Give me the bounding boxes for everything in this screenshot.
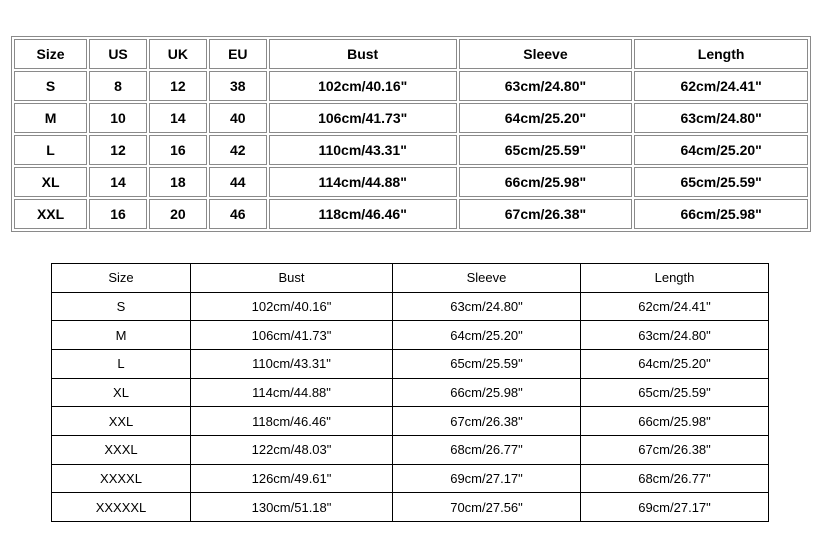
header-size: Size [52,264,191,293]
cell-length: 62cm/24.41" [634,71,808,101]
cell-sleeve: 68cm/26.77" [393,435,581,464]
table-row [52,378,769,407]
cell-eu: 46 [209,199,267,229]
cell-sleeve: 69cm/27.17" [393,464,581,493]
cell-us: 12 [89,135,147,165]
cell-uk: 20 [149,199,207,229]
cell-sleeve: 66cm/25.98" [393,378,581,407]
cell-size: S [14,71,87,101]
header-bust: Bust [191,264,393,293]
cell-sleeve: 65cm/25.59" [393,349,581,378]
table-row [14,103,808,133]
cell-length: 64cm/25.20" [634,135,808,165]
cell-sleeve: 67cm/26.38" [459,199,633,229]
cell-bust: 106cm/41.73" [269,103,457,133]
cell-size: M [14,103,87,133]
table-row [52,349,769,378]
header-sleeve: Sleeve [459,39,633,69]
table-row [14,135,808,165]
table-row [14,199,808,229]
table-row [52,321,769,350]
cell-bust: 114cm/44.88" [269,167,457,197]
cell-bust: 118cm/46.46" [269,199,457,229]
cell-size: L [14,135,87,165]
header-length: Length [634,39,808,69]
cell-size: XXXXL [52,464,191,493]
cell-length: 66cm/25.98" [581,407,769,436]
cell-bust: 122cm/48.03" [191,435,393,464]
header-eu: EU [209,39,267,69]
cell-size: XXXL [52,435,191,464]
cell-size: XL [52,378,191,407]
table-row [14,71,808,101]
table-header-row [14,39,808,69]
cell-bust: 110cm/43.31" [191,349,393,378]
table-row [52,292,769,321]
cell-sleeve: 64cm/25.20" [459,103,633,133]
cell-us: 14 [89,167,147,197]
cell-bust: 110cm/43.31" [269,135,457,165]
header-uk: UK [149,39,207,69]
header-bust: Bust [269,39,457,69]
cell-eu: 40 [209,103,267,133]
cell-length: 65cm/25.59" [634,167,808,197]
cell-length: 63cm/24.80" [581,321,769,350]
cell-size: L [52,349,191,378]
cell-length: 69cm/27.17" [581,493,769,522]
cell-length: 62cm/24.41" [581,292,769,321]
table-row [14,167,808,197]
table-row [52,464,769,493]
cell-uk: 18 [149,167,207,197]
cell-us: 8 [89,71,147,101]
cell-bust: 106cm/41.73" [191,321,393,350]
header-size: Size [14,39,87,69]
table-row [52,435,769,464]
cell-uk: 14 [149,103,207,133]
cell-size: XXXXXL [52,493,191,522]
cell-eu: 38 [209,71,267,101]
table-row [52,407,769,436]
header-sleeve: Sleeve [393,264,581,293]
cell-eu: 42 [209,135,267,165]
cell-sleeve: 67cm/26.38" [393,407,581,436]
cell-size: XXL [52,407,191,436]
cell-bust: 130cm/51.18" [191,493,393,522]
cell-sleeve: 65cm/25.59" [459,135,633,165]
size-chart-extended [51,263,769,522]
cell-uk: 12 [149,71,207,101]
cell-length: 66cm/25.98" [634,199,808,229]
cell-size: XL [14,167,87,197]
cell-us: 16 [89,199,147,229]
cell-sleeve: 63cm/24.80" [393,292,581,321]
cell-bust: 102cm/40.16" [191,292,393,321]
cell-sleeve: 64cm/25.20" [393,321,581,350]
cell-length: 65cm/25.59" [581,378,769,407]
cell-length: 67cm/26.38" [581,435,769,464]
cell-length: 64cm/25.20" [581,349,769,378]
header-length: Length [581,264,769,293]
cell-size: M [52,321,191,350]
cell-sleeve: 66cm/25.98" [459,167,633,197]
size-chart-with-conversions [11,36,811,232]
cell-sleeve: 70cm/27.56" [393,493,581,522]
cell-bust: 102cm/40.16" [269,71,457,101]
cell-size: S [52,292,191,321]
cell-length: 68cm/26.77" [581,464,769,493]
cell-bust: 126cm/49.61" [191,464,393,493]
header-us: US [89,39,147,69]
cell-bust: 114cm/44.88" [191,378,393,407]
cell-sleeve: 63cm/24.80" [459,71,633,101]
table-row [52,493,769,522]
cell-eu: 44 [209,167,267,197]
cell-size: XXL [14,199,87,229]
cell-us: 10 [89,103,147,133]
cell-length: 63cm/24.80" [634,103,808,133]
table-header-row [52,264,769,293]
cell-uk: 16 [149,135,207,165]
cell-bust: 118cm/46.46" [191,407,393,436]
